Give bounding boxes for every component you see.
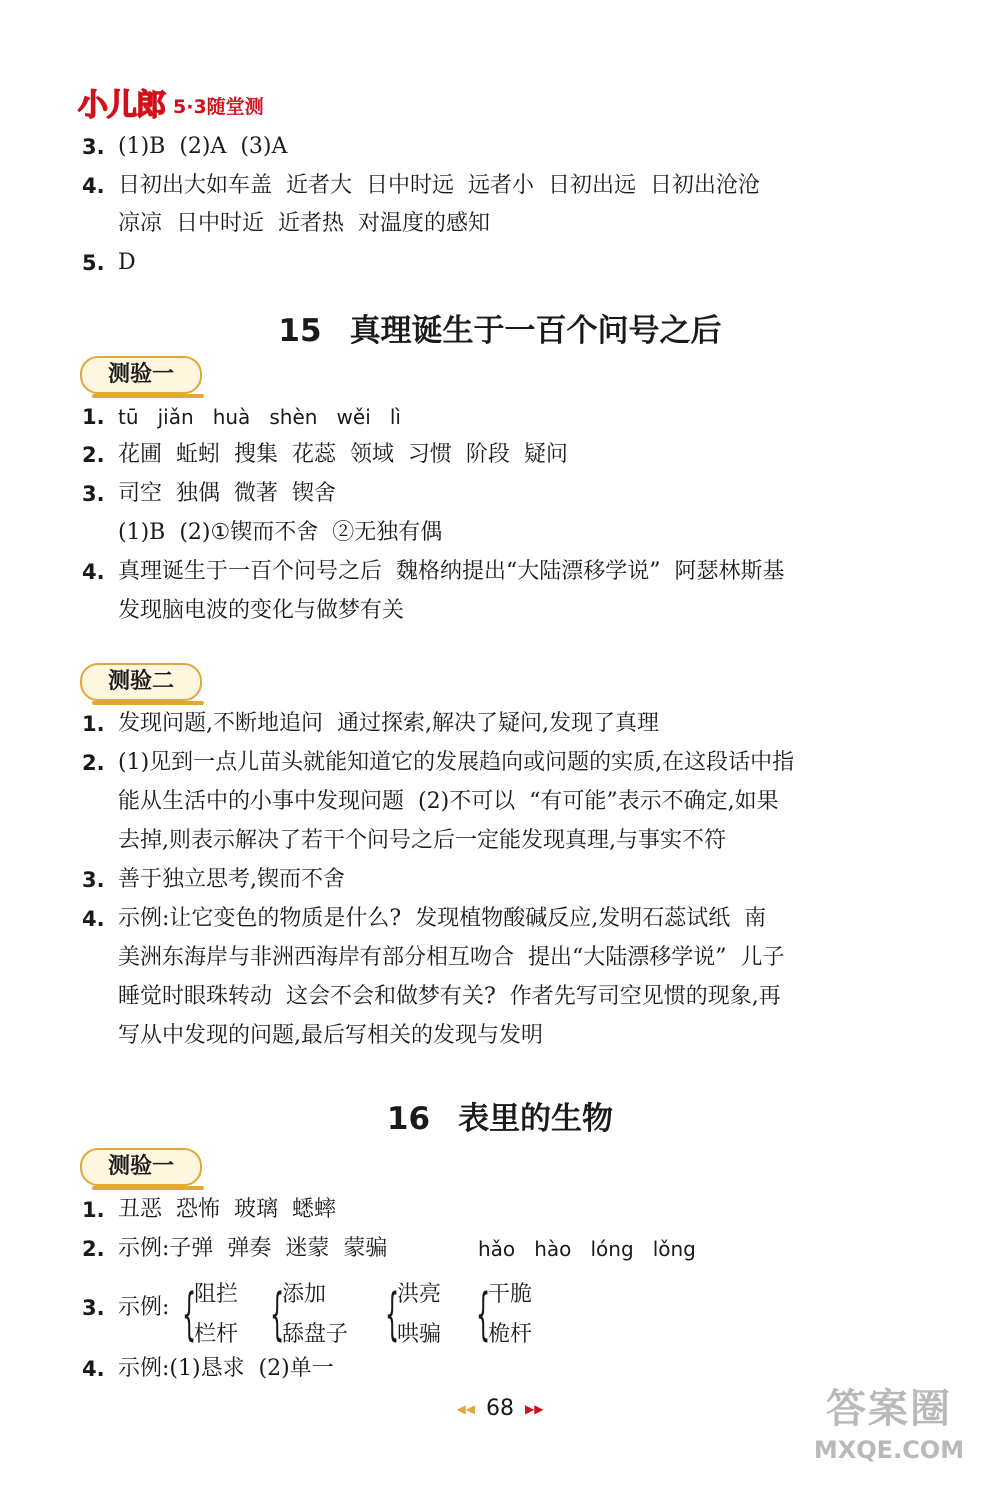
answer-text: 凉凉 日中时近 近者热 对温度的感知: [118, 211, 490, 236]
answer-number: 1.: [82, 405, 105, 429]
word-top: 洪亮: [397, 1282, 442, 1307]
answer-text: 发现脑电波的变化与做梦有关: [118, 598, 405, 623]
answer-text: 示例:让它变色的物质是什么? 发现植物酸碱反应,发明石蕊试纸 南: [118, 906, 767, 931]
answer-number: 2.: [82, 751, 105, 775]
word-bottom: 栏杆: [194, 1322, 239, 1347]
word-top: 干脆: [488, 1282, 533, 1307]
answer-text: 睡觉时眼珠转动 这会不会和做梦有关? 作者先写司空见惯的现象,再: [118, 984, 781, 1009]
answer-number: 3.: [82, 868, 105, 892]
quiz-label: 测验一: [80, 356, 202, 394]
answer-text: tū jiǎn huà shèn wěi lì: [118, 405, 401, 429]
answer-text: D: [118, 250, 136, 275]
pinyin-text: hǎo hào lóng lǒng: [478, 1237, 696, 1261]
brace-icon: {: [385, 1282, 400, 1347]
answer-number: 4.: [82, 907, 105, 931]
answer-text: 去掉,则表示解决了若干个问号之后一定能发现真理,与事实不符: [118, 828, 726, 853]
answer-text: 写从中发现的问题,最后写相关的发现与发明: [118, 1023, 543, 1048]
word-top: 阻拦: [194, 1282, 239, 1307]
answer-text: (1)B (2)①锲而不舍 ②无独有偶: [118, 520, 443, 545]
answer-number: 2.: [82, 443, 105, 467]
answer-number: 2.: [82, 1237, 105, 1261]
quiz-label: 测验一: [80, 1148, 202, 1186]
answer-number: 4.: [82, 174, 105, 198]
word-bottom: 哄骗: [397, 1322, 442, 1347]
answer-text: 能从生活中的小事中发现问题 (2)不可以 “有可能”表示不确定,如果: [118, 789, 779, 814]
answer-text: 美洲东海岸与非洲西海岸有部分相互吻合 提出“大陆漂移学说” 儿子: [118, 945, 785, 970]
section-title: [0, 1093, 1000, 1138]
answer-number: 4.: [82, 1357, 105, 1381]
section-name: 表里的生物: [458, 1101, 614, 1137]
brand-logo: 小儿郎: [78, 88, 165, 123]
section-title: [0, 305, 1000, 350]
answer-text: (1)见到一点儿苗头就能知道它的发展趋向或问题的实质,在这段话中指: [118, 750, 795, 775]
next-arrow-icon: ▶▶: [525, 1402, 544, 1416]
answer-text: 善于独立思考,锲而不舍: [118, 867, 345, 892]
brace-icon: {: [270, 1282, 285, 1347]
answer-text: 发现问题,不断地追问 通过探索,解决了疑问,发现了真理: [118, 711, 659, 736]
section-number: 15: [278, 313, 322, 349]
answer-number: 3.: [82, 135, 105, 159]
word-top: 添加: [282, 1282, 327, 1307]
watermark-logo: 答案圈 MXQE.COM: [813, 1386, 965, 1464]
answer-text: 示例:子弹 弹奏 迷蒙 蒙骗: [118, 1236, 388, 1261]
answer-text: 日初出大如车盖 近者大 日中时远 远者小 日初出远 日初出沧沧: [118, 173, 760, 198]
answer-text: 示例:(1)恳求 (2)单一: [118, 1356, 334, 1381]
answer-number: 4.: [82, 560, 105, 584]
answer-text: 丑恶 恐怖 玻璃 蟋蟀: [118, 1197, 336, 1222]
answer-prefix: 示例:: [118, 1295, 170, 1320]
answer-number: 1.: [82, 712, 105, 736]
answer-text: 真理诞生于一百个问号之后 魏格纳提出“大陆漂移学说” 阿瑟林斯基: [118, 559, 785, 584]
answer-number: 5.: [82, 251, 105, 275]
answer-number: 3.: [82, 482, 105, 506]
section-number: 16: [386, 1101, 431, 1137]
brace-icon: {: [182, 1282, 197, 1347]
brand-header: [78, 80, 264, 124]
word-bottom: 桅杆: [488, 1322, 533, 1347]
section-name: 真理诞生于一百个问号之后: [349, 313, 722, 349]
prev-arrow-icon: ◀◀: [456, 1402, 475, 1416]
series-name: 5·3随堂测: [173, 95, 264, 118]
answer-number: 3.: [82, 1296, 105, 1320]
quiz-label: 测验二: [80, 663, 202, 701]
brace-icon: {: [476, 1282, 491, 1347]
answer-text: 司空 独偶 微著 锲舍: [118, 481, 336, 506]
answer-text: (1)B (2)A (3)A: [118, 134, 288, 159]
answer-text: 花圃 蚯蚓 搜集 花蕊 领域 习惯 阶段 疑问: [118, 442, 568, 467]
word-bottom: 舔盘子: [282, 1322, 349, 1347]
answer-number: 1.: [82, 1198, 105, 1222]
page-number: 68: [486, 1396, 514, 1421]
